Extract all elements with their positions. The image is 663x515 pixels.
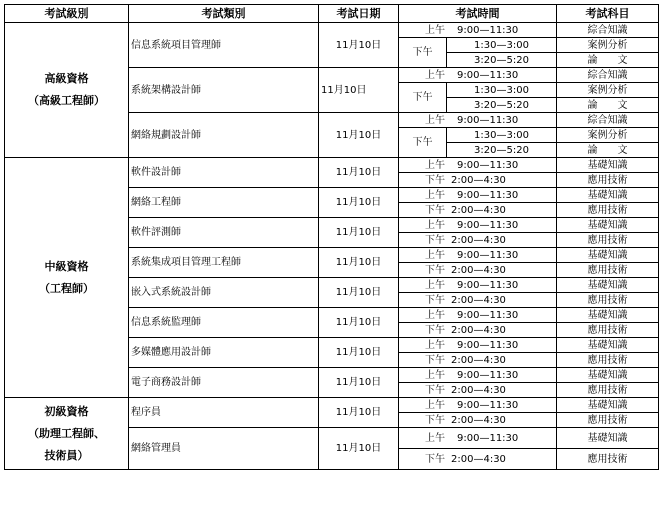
session-subject-am: 基礎知識 <box>557 308 659 323</box>
exam-date: 11月10日 <box>319 158 399 188</box>
header-level: 考試級別 <box>5 5 129 23</box>
exam-category: 嵌入式系統設計師 <box>129 278 319 308</box>
session-label-am: 上午 <box>425 432 445 444</box>
session-time-pm <box>399 173 557 188</box>
header-subject: 考試科目 <box>557 5 659 23</box>
exam-category: 網絡管理員 <box>129 428 319 470</box>
schedule-body <box>5 23 659 470</box>
session-time-pm1: 1:30—3:00 <box>447 38 557 53</box>
session-label-am: 上午 <box>425 309 445 321</box>
exam-schedule-table <box>4 4 659 470</box>
session-time-value: 9:00—11:30 <box>457 69 519 81</box>
exam-category: 軟件評測師 <box>129 218 319 248</box>
session-subject-am: 基礎知識 <box>557 278 659 293</box>
exam-date: 11月10日 <box>319 428 399 470</box>
exam-date: 11月10日 <box>319 308 399 338</box>
exam-category: 網絡規劃設計師 <box>129 113 319 158</box>
level-line1: 初級資格 <box>44 404 89 418</box>
session-subject-pm1: 案例分析 <box>557 128 659 143</box>
session-time-value: 9:00—11:30 <box>457 249 519 261</box>
session-label-pm: 下午 <box>425 324 445 336</box>
level-line2: （高級工程師） <box>28 94 105 107</box>
session-time-pm2: 3:20—5:20 <box>447 98 557 113</box>
table-row <box>5 158 659 173</box>
session-subject-am: 綜合知識 <box>557 113 659 128</box>
session-label-pm: 下午 <box>425 354 445 366</box>
session-time-pm <box>399 383 557 398</box>
exam-category: 程序員 <box>129 398 319 428</box>
session-label-am: 上午 <box>425 369 445 381</box>
exam-date: 11月10日 <box>319 398 399 428</box>
level-line2: （工程師） <box>39 281 94 295</box>
session-time-pm <box>399 449 557 470</box>
session-subject-am: 基礎知識 <box>557 398 659 413</box>
session-time-value: 2:00—4:30 <box>451 234 506 246</box>
exam-category: 信息系統監理師 <box>129 308 319 338</box>
exam-category: 信息系統項目管理師 <box>129 23 319 68</box>
level-cell <box>5 23 129 158</box>
exam-category: 電子商務設計師 <box>129 368 319 398</box>
session-time-am <box>399 428 557 449</box>
header-row <box>5 5 659 23</box>
session-time-am <box>399 158 557 173</box>
session-subject-pm: 應用技術 <box>557 293 659 308</box>
session-subject-pm1: 案例分析 <box>557 83 659 98</box>
session-time-am <box>399 68 557 83</box>
session-time-value: 2:00—4:30 <box>451 264 506 276</box>
session-label-pm: 下午 <box>425 384 445 396</box>
exam-date: 11月10日 <box>319 338 399 368</box>
session-label-am: 上午 <box>425 114 445 126</box>
session-time-pm <box>399 233 557 248</box>
session-subject-am: 基礎知識 <box>557 338 659 353</box>
session-label-am: 上午 <box>425 69 445 81</box>
session-time-value: 9:00—11:30 <box>457 24 519 36</box>
session-time-value: 2:00—4:30 <box>451 384 506 396</box>
session-time-pm <box>399 263 557 278</box>
session-time-am <box>399 188 557 203</box>
session-time-pm <box>399 323 557 338</box>
session-time-am <box>399 278 557 293</box>
session-time-value: 9:00—11:30 <box>457 189 519 201</box>
session-label-pm: 下午 <box>425 234 445 246</box>
session-time-pm <box>399 413 557 428</box>
session-subject-pm: 應用技術 <box>557 233 659 248</box>
exam-date: 11月10日 <box>319 188 399 218</box>
exam-date: 11月10日 <box>319 248 399 278</box>
session-subject-am: 基礎知識 <box>557 248 659 263</box>
session-subject-am: 基礎知識 <box>557 428 659 449</box>
session-time-value: 9:00—11:30 <box>457 114 519 126</box>
exam-date: 11月10日 <box>319 23 399 68</box>
session-time-value: 9:00—11:30 <box>457 369 519 381</box>
level-line3: 技術員） <box>44 448 89 462</box>
session-time-value: 2:00—4:30 <box>451 204 506 216</box>
exam-category: 系統集成項目管理工程師 <box>129 248 319 278</box>
session-time-value: 9:00—11:30 <box>457 399 519 411</box>
session-label-am: 上午 <box>425 279 445 291</box>
session-time-value: 9:00—11:30 <box>457 309 519 321</box>
session-subject-pm: 應用技術 <box>557 323 659 338</box>
session-label-am: 上午 <box>425 249 445 261</box>
header-time: 考試時間 <box>399 5 557 23</box>
session-subject-pm2: 論 文 <box>557 53 659 68</box>
session-subject-am: 綜合知識 <box>557 68 659 83</box>
session-time-value: 9:00—11:30 <box>457 219 519 231</box>
session-subject-am: 基礎知識 <box>557 188 659 203</box>
session-subject-pm: 應用技術 <box>557 263 659 278</box>
session-time-am <box>399 308 557 323</box>
session-subject-pm: 應用技術 <box>557 173 659 188</box>
level-line1: 中級資格 <box>44 259 89 273</box>
exam-date: 11月10日 <box>319 68 399 113</box>
exam-date: 11月10日 <box>319 278 399 308</box>
session-label-am: 上午 <box>425 159 445 171</box>
exam-date: 11月10日 <box>319 113 399 158</box>
session-subject-pm: 應用技術 <box>557 353 659 368</box>
exam-category: 多媒體應用設計師 <box>129 338 319 368</box>
session-label-pm: 下午 <box>425 174 445 186</box>
table-row <box>5 398 659 413</box>
session-label-am: 上午 <box>425 339 445 351</box>
session-time-value: 2:00—4:30 <box>451 324 506 336</box>
session-time-value: 9:00—11:30 <box>457 279 519 291</box>
level-line2: （助理工程師、 <box>28 426 105 440</box>
session-time-value: 9:00—11:30 <box>457 339 519 351</box>
session-time-value: 9:00—11:30 <box>457 159 519 171</box>
session-time-value: 2:00—4:30 <box>451 294 506 306</box>
session-time-value: 2:00—4:30 <box>451 354 506 366</box>
session-time-value: 2:00—4:30 <box>451 453 506 465</box>
session-label-pm: 下午 <box>425 414 445 426</box>
session-label-pm: 下午 <box>425 264 445 276</box>
session-label-am: 上午 <box>425 189 445 201</box>
session-time-pm1: 1:30—3:00 <box>447 83 557 98</box>
exam-date: 11月10日 <box>319 368 399 398</box>
session-label-pm: 下午 <box>425 453 445 465</box>
session-time-am <box>399 218 557 233</box>
session-time-am <box>399 398 557 413</box>
session-time-pm <box>399 353 557 368</box>
exam-category: 系統架構設計師 <box>129 68 319 113</box>
session-time-am <box>399 338 557 353</box>
session-subject-am: 綜合知識 <box>557 23 659 38</box>
session-time-value: 9:00—11:30 <box>457 432 519 444</box>
session-subject-am: 基礎知識 <box>557 218 659 233</box>
session-label-pm: 下午 <box>425 204 445 216</box>
header-category: 考試類別 <box>129 5 319 23</box>
session-label-pm: 下午 <box>399 83 447 113</box>
session-time-value: 2:00—4:30 <box>451 414 506 426</box>
session-time-pm <box>399 293 557 308</box>
session-time-pm1: 1:30—3:00 <box>447 128 557 143</box>
session-time-am <box>399 248 557 263</box>
level-cell <box>5 398 129 470</box>
session-label-am: 上午 <box>425 24 445 36</box>
session-time-pm <box>399 203 557 218</box>
session-subject-pm2: 論 文 <box>557 143 659 158</box>
session-subject-pm: 應用技術 <box>557 449 659 470</box>
session-time-am <box>399 113 557 128</box>
exam-category: 網絡工程師 <box>129 188 319 218</box>
session-label-pm: 下午 <box>425 294 445 306</box>
session-label-am: 上午 <box>425 219 445 231</box>
exam-date: 11月10日 <box>319 218 399 248</box>
session-time-am <box>399 23 557 38</box>
session-subject-am: 基礎知識 <box>557 158 659 173</box>
session-label-pm: 下午 <box>399 128 447 158</box>
session-time-am <box>399 368 557 383</box>
level-cell <box>5 158 129 398</box>
level-line1: 高級資格 <box>44 72 89 85</box>
exam-category: 軟件設計師 <box>129 158 319 188</box>
header-date: 考試日期 <box>319 5 399 23</box>
session-time-value: 2:00—4:30 <box>451 174 506 186</box>
session-time-pm2: 3:20—5:20 <box>447 53 557 68</box>
session-subject-am: 基礎知識 <box>557 368 659 383</box>
table-row <box>5 23 659 38</box>
session-subject-pm: 應用技術 <box>557 383 659 398</box>
session-subject-pm: 應用技術 <box>557 203 659 218</box>
session-subject-pm: 應用技術 <box>557 413 659 428</box>
session-label-pm: 下午 <box>399 38 447 68</box>
session-subject-pm1: 案例分析 <box>557 38 659 53</box>
session-subject-pm2: 論 文 <box>557 98 659 113</box>
session-label-am: 上午 <box>425 399 445 411</box>
session-time-pm2: 3:20—5:20 <box>447 143 557 158</box>
